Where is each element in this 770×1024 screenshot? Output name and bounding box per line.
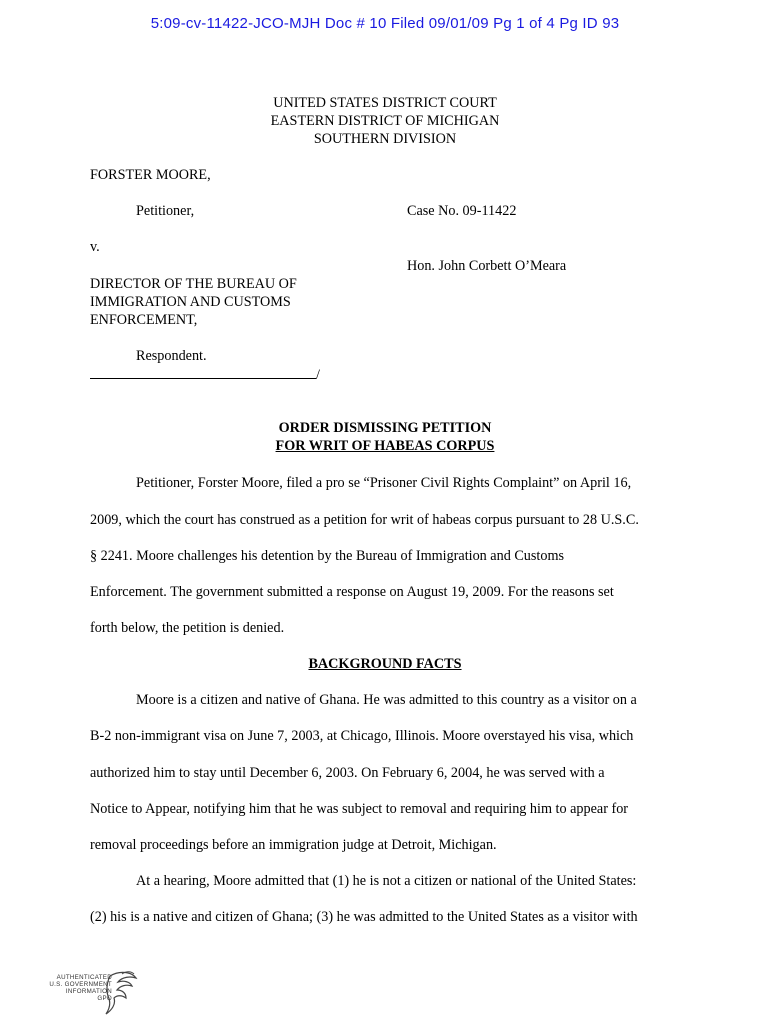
court-division: SOUTHERN DIVISION <box>313 131 457 147</box>
order-title-line1: ORDER DISMISSING PETITION <box>278 420 492 436</box>
gpo-authentication-seal <box>32 968 142 1018</box>
facts-paragraph-line: removal proceedings before an immigration judge at Detroit, Michigan. <box>90 837 497 853</box>
intro-paragraph-line: 2009, which the court has construed as a petition for writ of habeas corpus pursuant to 28 U.S.C. <box>90 512 639 528</box>
respondent-name-line: IMMIGRATION AND CUSTOMS <box>90 294 291 310</box>
versus: v. <box>90 239 100 255</box>
facts-paragraph-line: Notice to Appear, notifying him that he was subject to removal and requiring him to appear for <box>90 801 629 817</box>
intro-paragraph-line: Petitioner, Forster Moore, filed a pro se “Prisoner Civil Rights Complaint” on April 16, <box>136 475 632 491</box>
respondent-name-line: ENFORCEMENT, <box>90 312 198 328</box>
hearing-paragraph-line: (2) his is a native and citizen of Ghana; (3) he was admitted to the United States as a visitor with <box>90 909 638 925</box>
petitioner-name: FORSTER MOORE, <box>90 167 211 183</box>
respondent-label: Respondent. <box>136 348 207 364</box>
facts-paragraph-line: authorized him to stay until December 6, 2003. On February 6, 2004, he was served with a <box>90 765 605 781</box>
section-heading-background: BACKGROUND FACTS <box>308 656 462 672</box>
order-title-line2: FOR WRIT OF HABEAS CORPUS <box>275 438 495 454</box>
caption-signature-line <box>90 366 320 384</box>
intro-paragraph-line: Enforcement. The government submitted a response on August 19, 2009. For the reasons set <box>90 584 614 600</box>
respondent-name-line: DIRECTOR OF THE BUREAU OF <box>90 276 297 292</box>
hearing-paragraph-line: At a hearing, Moore admitted that (1) he is not a citizen or national of the United States: <box>136 873 637 889</box>
gpo-eagle-icon <box>102 968 142 1018</box>
facts-paragraph-line: Moore is a citizen and native of Ghana. He was admitted to this country as a visitor on a <box>136 692 637 708</box>
gpo-seal-text: AUTHENTICATED U.S. GOVERNMENT INFORMATION GPO <box>49 974 112 1002</box>
judge-name: Hon. John Corbett O’Meara <box>407 258 567 274</box>
document-header-stamp: 5:09-cv-11422-JCO-MJH Doc # 10 Filed 09/01/09 Pg 1 of 4 Pg ID 93 <box>150 15 620 32</box>
caption-rule <box>90 366 316 379</box>
intro-paragraph-line: forth below, the petition is denied. <box>90 620 285 636</box>
petitioner-label: Petitioner, <box>136 203 195 219</box>
court-name: UNITED STATES DISTRICT COURT <box>273 95 497 111</box>
caption-slash: / <box>316 367 320 383</box>
court-district: EASTERN DISTRICT OF MICHIGAN <box>270 113 500 129</box>
case-number: Case No. 09-11422 <box>407 203 517 219</box>
facts-paragraph-line: B-2 non-immigrant visa on June 7, 2003, at Chicago, Illinois. Moore overstayed his visa, which <box>90 728 634 744</box>
intro-paragraph-line: § 2241. Moore challenges his detention by the Bureau of Immigration and Customs <box>90 548 565 564</box>
